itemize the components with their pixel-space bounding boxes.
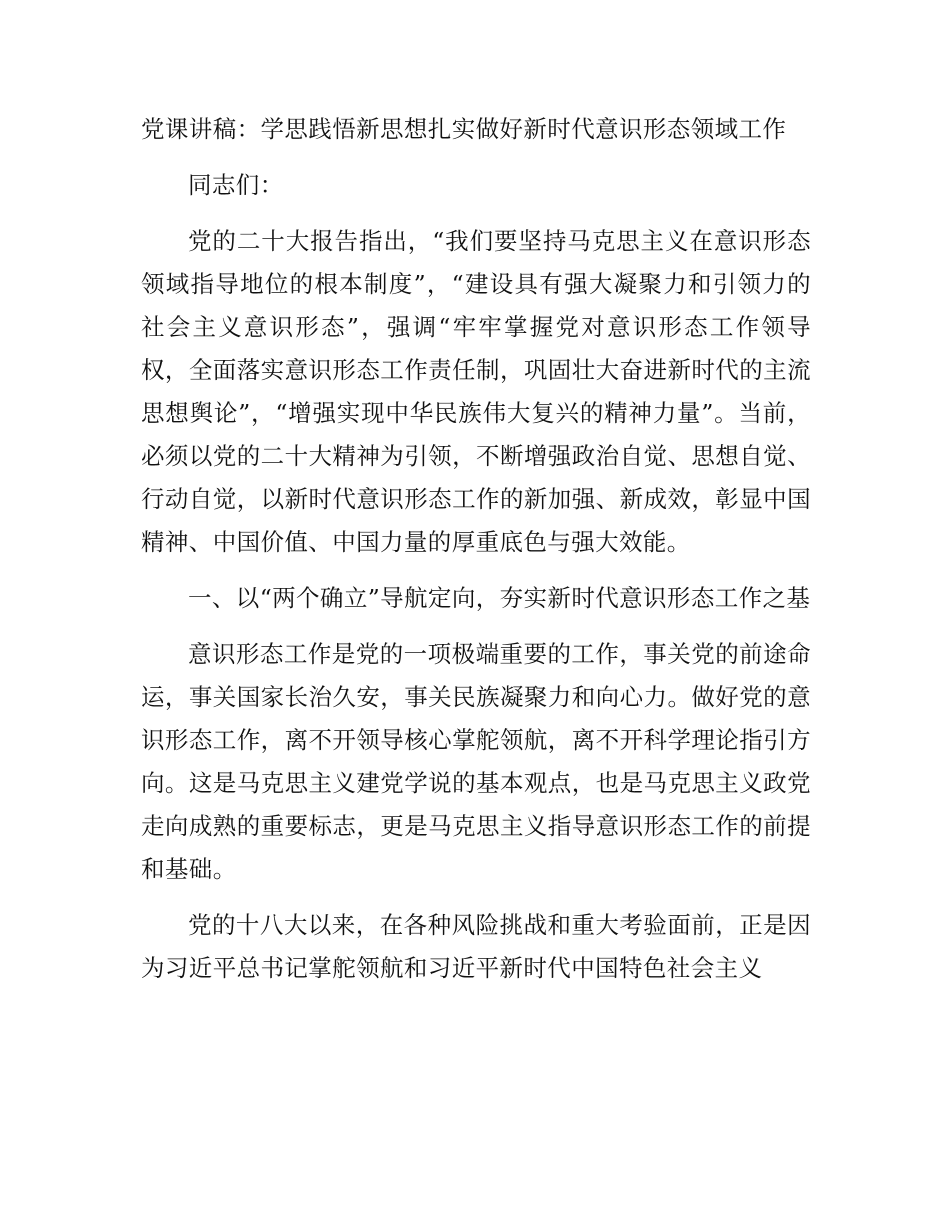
body-paragraph-1: 意识形态工作是党的一项极端重要的工作，事关党的前途命运，事关国家长治久安，事关民族凝聚力和向心力。做好党的意识形态工作，离不开领导核心掌舵领航，离不开科学理论指引方向。这是马克思主义建党学说的基本观点，也是马克思主义政党走向成熟的重要标志，更是马克思主义指导意识形态工作的前提和基础。 [141, 640, 811, 883]
body-paragraph-2: 党的十八大以来，在各种风险挑战和重大考验面前，正是因为习近平总书记掌舵领航和习近平新时代中国特色社会主义 [141, 911, 811, 982]
document-body [141, 108, 811, 990]
intro-paragraph: 党的二十大报告指出，“我们要坚持马克思主义在意识形态领域指导地位的根本制度”，“建设具有强大凝聚力和引领力的社会主义意识形态”，强调“牢牢掌握党对意识形态工作领导权，全面落实意识形态工作责任制，巩固壮大奋进新时代的主流思想舆论”，“增强实现中华民族伟大复兴的精神力量”。当前，必须以党的二十大精神为引领，不断增强政治自觉、思想自觉、行动自觉，以新时代意识形态工作的新加强、新成效，彰显中国精神、中国价值、中国力量的厚重底色与强大效能。 [141, 227, 811, 556]
section-heading-1: 一、以“两个确立”导航定向，夯实新时代意识形态工作之基 [188, 584, 811, 612]
greeting-paragraph: 同志们： [188, 171, 284, 199]
document-title: 党课讲稿：学思践悟新思想扎实做好新时代意识形态领域工作 [141, 115, 787, 143]
